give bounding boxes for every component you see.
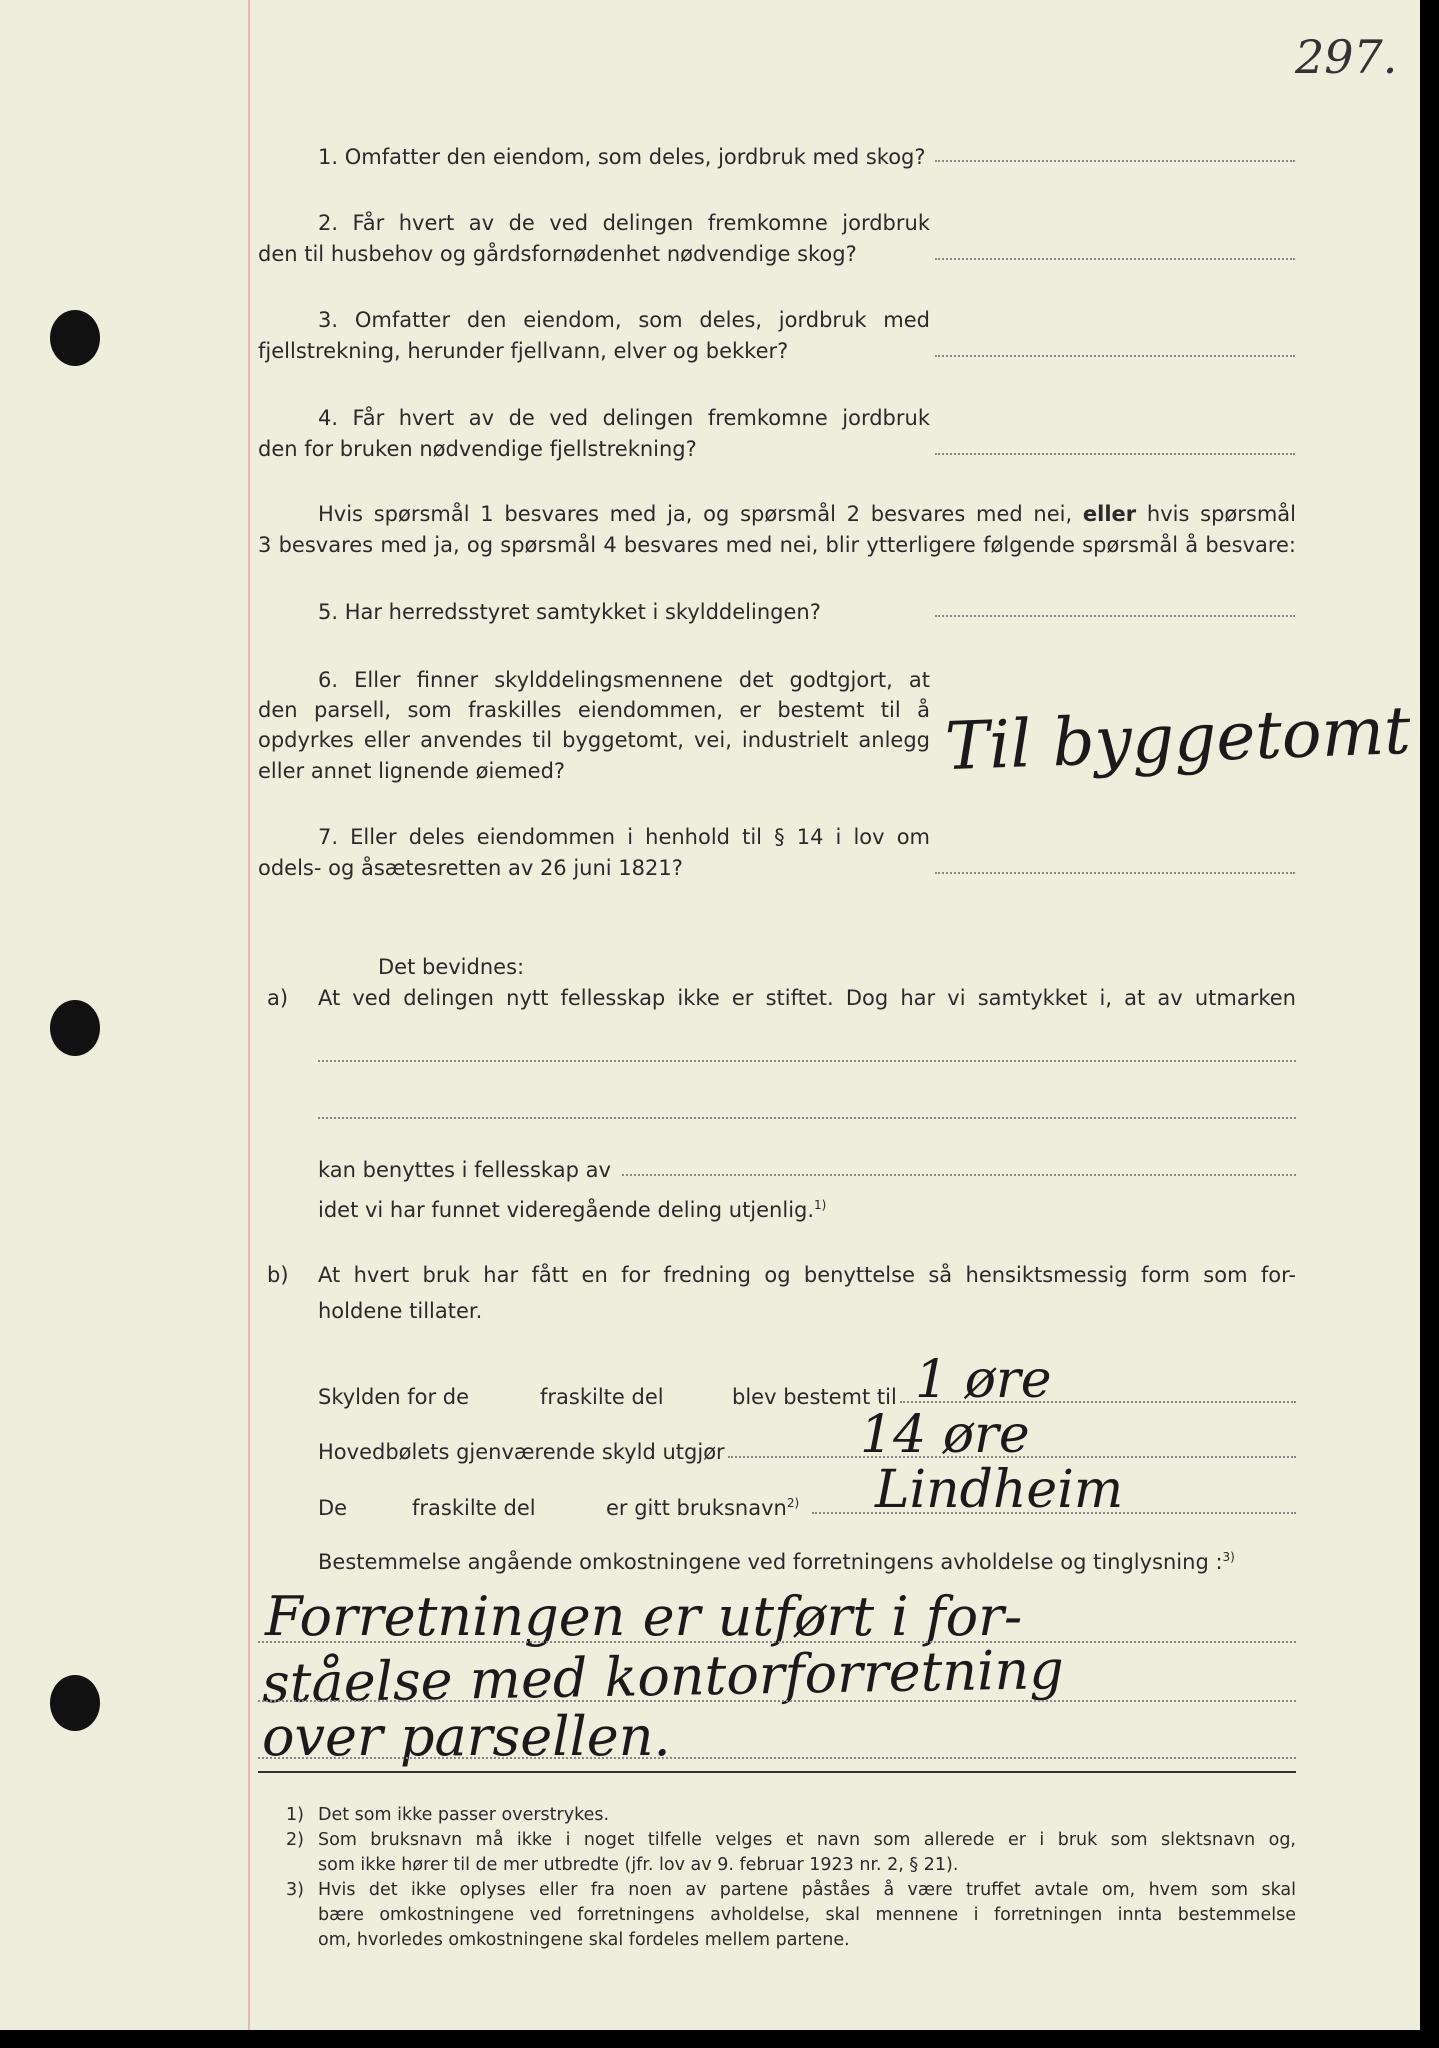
question-2-line-1: 2. Får hvert av de ved delingen fremkomne jordbruk [318, 211, 930, 235]
footnote-ref-2: 2) [786, 1496, 800, 1510]
bestemmelse-line-2 [258, 1700, 1296, 1702]
punch-hole [50, 1000, 100, 1056]
answer-line-2 [935, 258, 1295, 260]
answer-line-7 [935, 872, 1295, 874]
condition-line-2: 3 besvares med ja, og spørsmål 4 besvares med nei, blir ytterligere følgende spørsmål å besvare: [258, 533, 1296, 557]
attest-b-marker: b) [267, 1263, 289, 1287]
question-2-line-2: den til husbehov og gårdsfornødenhet nødvendige skog? [258, 242, 857, 266]
skylden-end: blev bestemt til [732, 1385, 897, 1409]
footnote-3-line-3: om, hvorledes omkostningene skal fordeles mellem partene. [318, 1930, 850, 1950]
question-5: 5. Har herredsstyret samtykket i skylddelingen? [318, 600, 821, 624]
footnote-3-marker: 3) [286, 1880, 304, 1900]
question-3-line-1: 3. Omfatter den eiendom, som deles, jordbruk med [318, 308, 930, 332]
question-3-line-2: fjellstrekning, herunder fjellvann, elver og bekker? [258, 339, 789, 363]
utmark-line-2 [318, 1117, 1296, 1119]
bestemmelse-text: Bestemmelse angående omkostningene ved forretningens avholdelse og tinglysning : [318, 1550, 1223, 1574]
bestemmelse-hand-line-3: over parsellen. [262, 1705, 671, 1768]
utmark-line-1 [318, 1060, 1296, 1062]
footnote-1-marker: 1) [286, 1805, 304, 1825]
de-end-text: er gitt bruksnavn [606, 1496, 787, 1520]
condition-line-1 [318, 502, 1296, 526]
attest-a-line-2: kan benyttes i fellesskap av [318, 1158, 611, 1182]
de-end [606, 1496, 799, 1520]
attest-b-line-2: holdene tillater. [318, 1299, 483, 1323]
footnote-3-line-2: bære omkostningene ved forretningens avholdelse, skal mennene i forretningen innta bestemmelse [318, 1905, 1296, 1925]
hoved-value-handwritten: 14 øre [860, 1405, 1030, 1465]
question-7-line-2: odels- og åsætesretten av 26 juni 1821? [258, 856, 683, 880]
question-4-line-1: 4. Får hvert av de ved delingen fremkomne jordbruk [318, 406, 930, 430]
condition-text-a: Hvis spørsmål 1 besvares med ja, og spørsmål 2 besvares med nei, [318, 502, 1073, 526]
footnote-ref-3: 3) [1222, 1550, 1235, 1564]
skylden-mid: fraskilte del [540, 1385, 664, 1409]
footnote-ref-1: 1) [814, 1198, 827, 1212]
bestemmelse-hand-line-1: Forretningen er utført i for- [265, 1585, 1023, 1648]
bestemmelse-hand-line-2: ståelse med kontorforretning [261, 1638, 1065, 1715]
footnote-1-line-1: Det som ikke passer overstrykes. [318, 1805, 610, 1825]
question-4-line-2: den for bruken nødvendige fjellstrekning? [258, 437, 697, 461]
attest-a-text: At ved delingen nytt fellesskap ikke er stiftet. Dog har vi samtykket i, at av utmarken [318, 986, 1296, 1010]
answer-line-1 [935, 160, 1295, 162]
footnote-2-marker: 2) [286, 1830, 304, 1850]
bruksnavn-handwritten: Lindheim [875, 1460, 1124, 1520]
bestemmelse-label [318, 1550, 1235, 1574]
skylden-value-handwritten: 1 øre [915, 1350, 1052, 1410]
attest-a-line-3 [318, 1198, 826, 1222]
margin-line [248, 0, 250, 2030]
question-6-line-1: 6. Eller finner skylddelingsmennene det godtgjort, at [318, 668, 930, 692]
question-6-line-3: opdyrkes eller anvendes til byggetomt, vei, industrielt anlegg [258, 728, 930, 752]
footnote-2-line-1: Som bruksnavn må ikke i noget tilfelle velges et navn som allerede er i bruk som slektsnavn og, [318, 1830, 1296, 1850]
fellesskap-line [622, 1174, 1296, 1176]
footnote-separator [258, 1771, 1296, 1773]
footnote-3-line-1: Hvis det ikke oplyses eller fra noen av partene påståes å være truffet avtale om, hvem som skal [318, 1880, 1296, 1900]
attest-heading: Det bevidnes: [378, 955, 525, 979]
question-1: 1. Omfatter den eiendom, som deles, jordbruk med skog? [318, 145, 926, 169]
attest-a-line-3-text: idet vi har funnet videregående deling utjenlig. [318, 1198, 815, 1222]
punch-hole [50, 310, 100, 366]
de-label: De [318, 1496, 348, 1520]
attest-a-marker: a) [267, 986, 289, 1010]
condition-bold: eller [1082, 502, 1137, 526]
attest-b-line-1: At hvert bruk har fått en for fredning og benyttelse så hensiktsmessig form som for- [318, 1263, 1296, 1287]
answer-6-handwritten: Til byggetomt [943, 691, 1412, 786]
bestemmelse-line-3 [258, 1757, 1296, 1759]
answer-line-5 [935, 615, 1295, 617]
page-number: 297. [1295, 30, 1398, 84]
question-6-line-2: den parsell, som fraskilles eiendommen, er bestemt til å [258, 698, 930, 722]
answer-line-4 [935, 453, 1295, 455]
question-7-line-1: 7. Eller deles eiendommen i henhold til § 14 i lov om [318, 825, 930, 849]
question-6-line-4: eller annet lignende øiemed? [258, 759, 566, 783]
answer-line-3 [935, 355, 1295, 357]
skylden-label: Skylden for de [318, 1385, 470, 1409]
punch-hole [50, 1675, 100, 1731]
de-mid: fraskilte del [412, 1496, 536, 1520]
condition-text-b: hvis spørsmål [1146, 502, 1296, 526]
hoved-label: Hovedbølets gjenværende skyld utgjør [318, 1440, 725, 1464]
footnote-2-line-2: som ikke hører til de mer utbredte (jfr. lov av 9. februar 1923 nr. 2, § 21). [318, 1855, 959, 1875]
